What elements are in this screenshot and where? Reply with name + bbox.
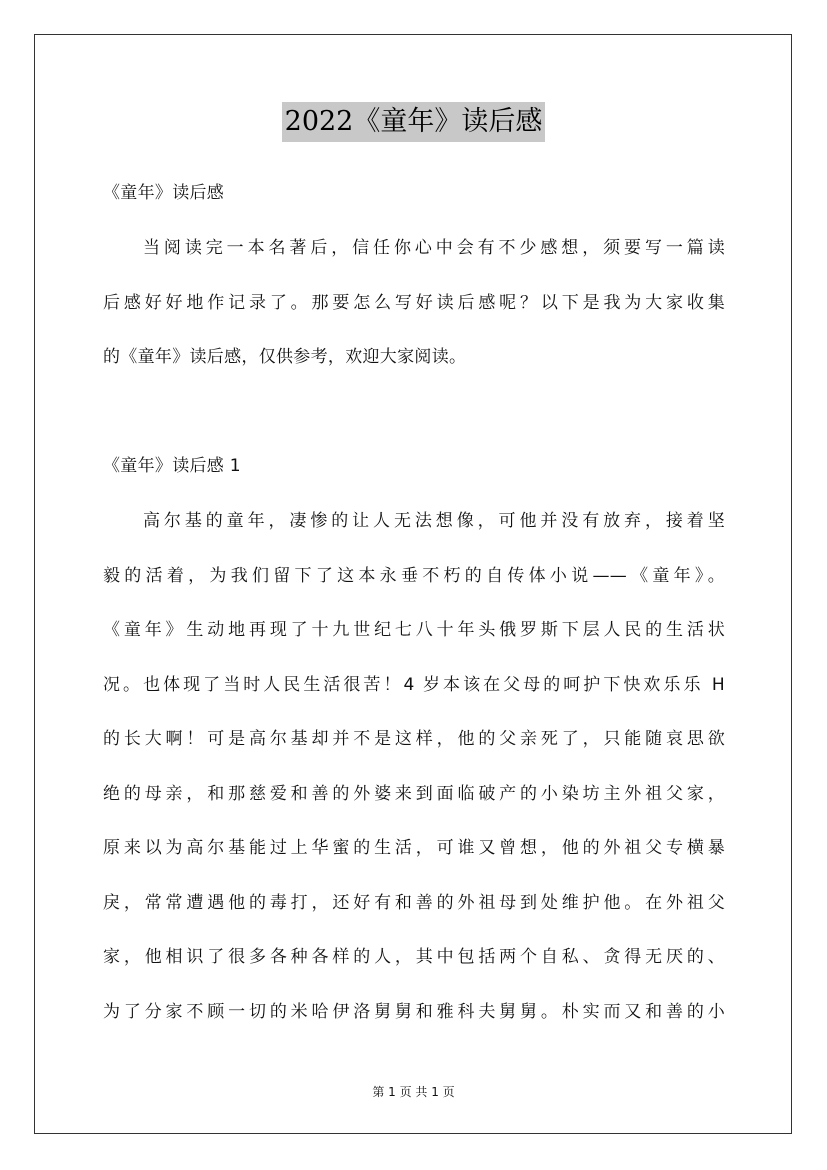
section1-heading: 《童年》读后感 1 xyxy=(103,456,241,476)
body-line: 《童年》生动地再现了十九世纪七八十年头俄罗斯下层人民的生活状 xyxy=(103,620,725,640)
body-line: 况。也体现了当时人民生活很苦！4 岁本该在父母的呵护下快欢乐乐 H xyxy=(103,675,725,695)
intro-line: 的《童年》读后感，仅供参考，欢迎大家阅读。 xyxy=(103,347,467,367)
body-line: 毅的活着，为我们留下了这本永垂不朽的自传体小说——《童年》。 xyxy=(103,566,725,586)
body-line: 的长大啊！可是高尔基却并不是这样，他的父亲死了，只能随哀思欲 xyxy=(103,729,725,749)
intro-line: 后感好好地作记录了。那要怎么写好读后感呢？以下是我为大家收集 xyxy=(103,293,725,313)
document-subtitle: 《童年》读后感 xyxy=(103,183,225,203)
body-line: 戾，常常遭遇他的毒打，还好有和善的外祖母到处维护他。在外祖父 xyxy=(103,893,725,913)
document-title-wrap xyxy=(0,102,827,142)
body-line: 高尔基的童年，凄惨的让人无法想像，可他并没有放弃，接着坚 xyxy=(143,511,725,531)
body-line: 家，他相识了很多各种各样的人，其中包括两个自私、贪得无厌的、 xyxy=(103,947,725,967)
body-line: 绝的母亲，和那慈爱和善的外婆来到面临破产的小染坊主外祖父家， xyxy=(103,784,725,804)
intro-line: 当阅读完一本名著后，信任你心中会有不少感想，须要写一篇读 xyxy=(143,238,725,258)
body-line: 原来以为高尔基能过上华蜜的生活，可谁又曾想，他的外祖父专横暴 xyxy=(103,838,725,858)
page-footer: 第 1 页 共 1 页 xyxy=(372,1085,455,1099)
body-line: 为了分家不顾一切的米哈伊洛舅舅和雅科夫舅舅。朴实而又和善的小 xyxy=(103,1002,725,1022)
document-title: 2022《童年》读后感 xyxy=(282,102,546,142)
